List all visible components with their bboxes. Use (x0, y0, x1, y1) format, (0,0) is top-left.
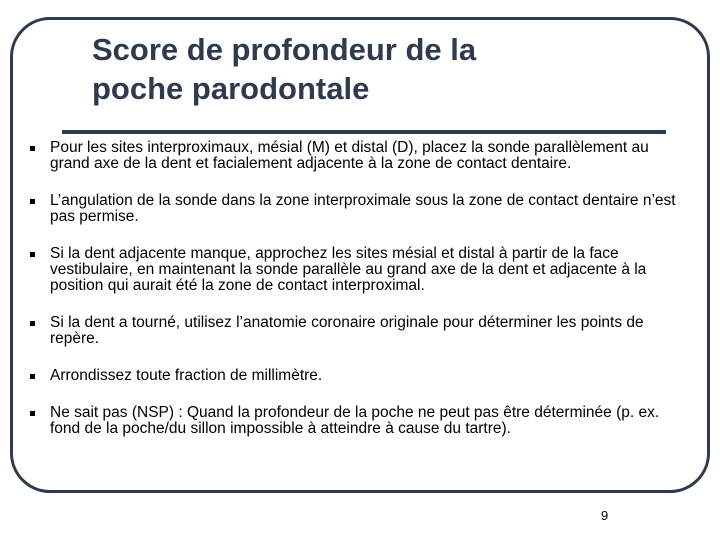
bullet-list (30, 140, 682, 458)
square-bullet-icon (30, 411, 35, 416)
title-divider (62, 130, 666, 134)
slide-title (92, 30, 652, 108)
square-bullet-icon (30, 199, 35, 204)
bullet-item (30, 368, 682, 384)
page-number: 9 (601, 508, 609, 523)
bullet-item (30, 405, 682, 437)
bullet-item (30, 140, 682, 172)
bullet-text: Si la dent adjacente manque, approchez les sites mésial et distal à partir de la face vestibulaire, en maintenant la sonde parallèle au grand axe de la dent et adjacente à la position qui aurait été la zone de contact interproximal. (50, 245, 647, 294)
bullet-item (30, 193, 682, 225)
title-line-1: Score de profondeur de la (92, 32, 477, 67)
bullet-text: Si la dent a tourné, utilisez l’anatomie coronaire originale pour déterminer les points de repère. (50, 314, 644, 347)
bullet-text: Arrondissez toute fraction de millimètre. (50, 367, 323, 384)
bullet-text: Pour les sites interproximaux, mésial (M) et distal (D), placez la sonde parallèlement au grand axe de la dent et facialement adjacente à la zone de contact dentaire. (50, 139, 649, 172)
square-bullet-icon (30, 321, 35, 326)
square-bullet-icon (30, 252, 35, 257)
square-bullet-icon (30, 374, 35, 379)
bullet-item (30, 315, 682, 347)
bullet-text: L’angulation de la sonde dans la zone interproximale sous la zone de contact dentaire n’est pas permise. (50, 192, 676, 225)
title-line-2: poche parodontale (92, 71, 370, 106)
bullet-item (30, 246, 682, 294)
bullet-text: Ne sait pas (NSP) : Quand la profondeur de la poche ne peut pas être déterminée (p. ex. fond de la poche/du sillon impossible à atteindre à cause du tartre). (50, 404, 660, 437)
square-bullet-icon (30, 146, 35, 151)
